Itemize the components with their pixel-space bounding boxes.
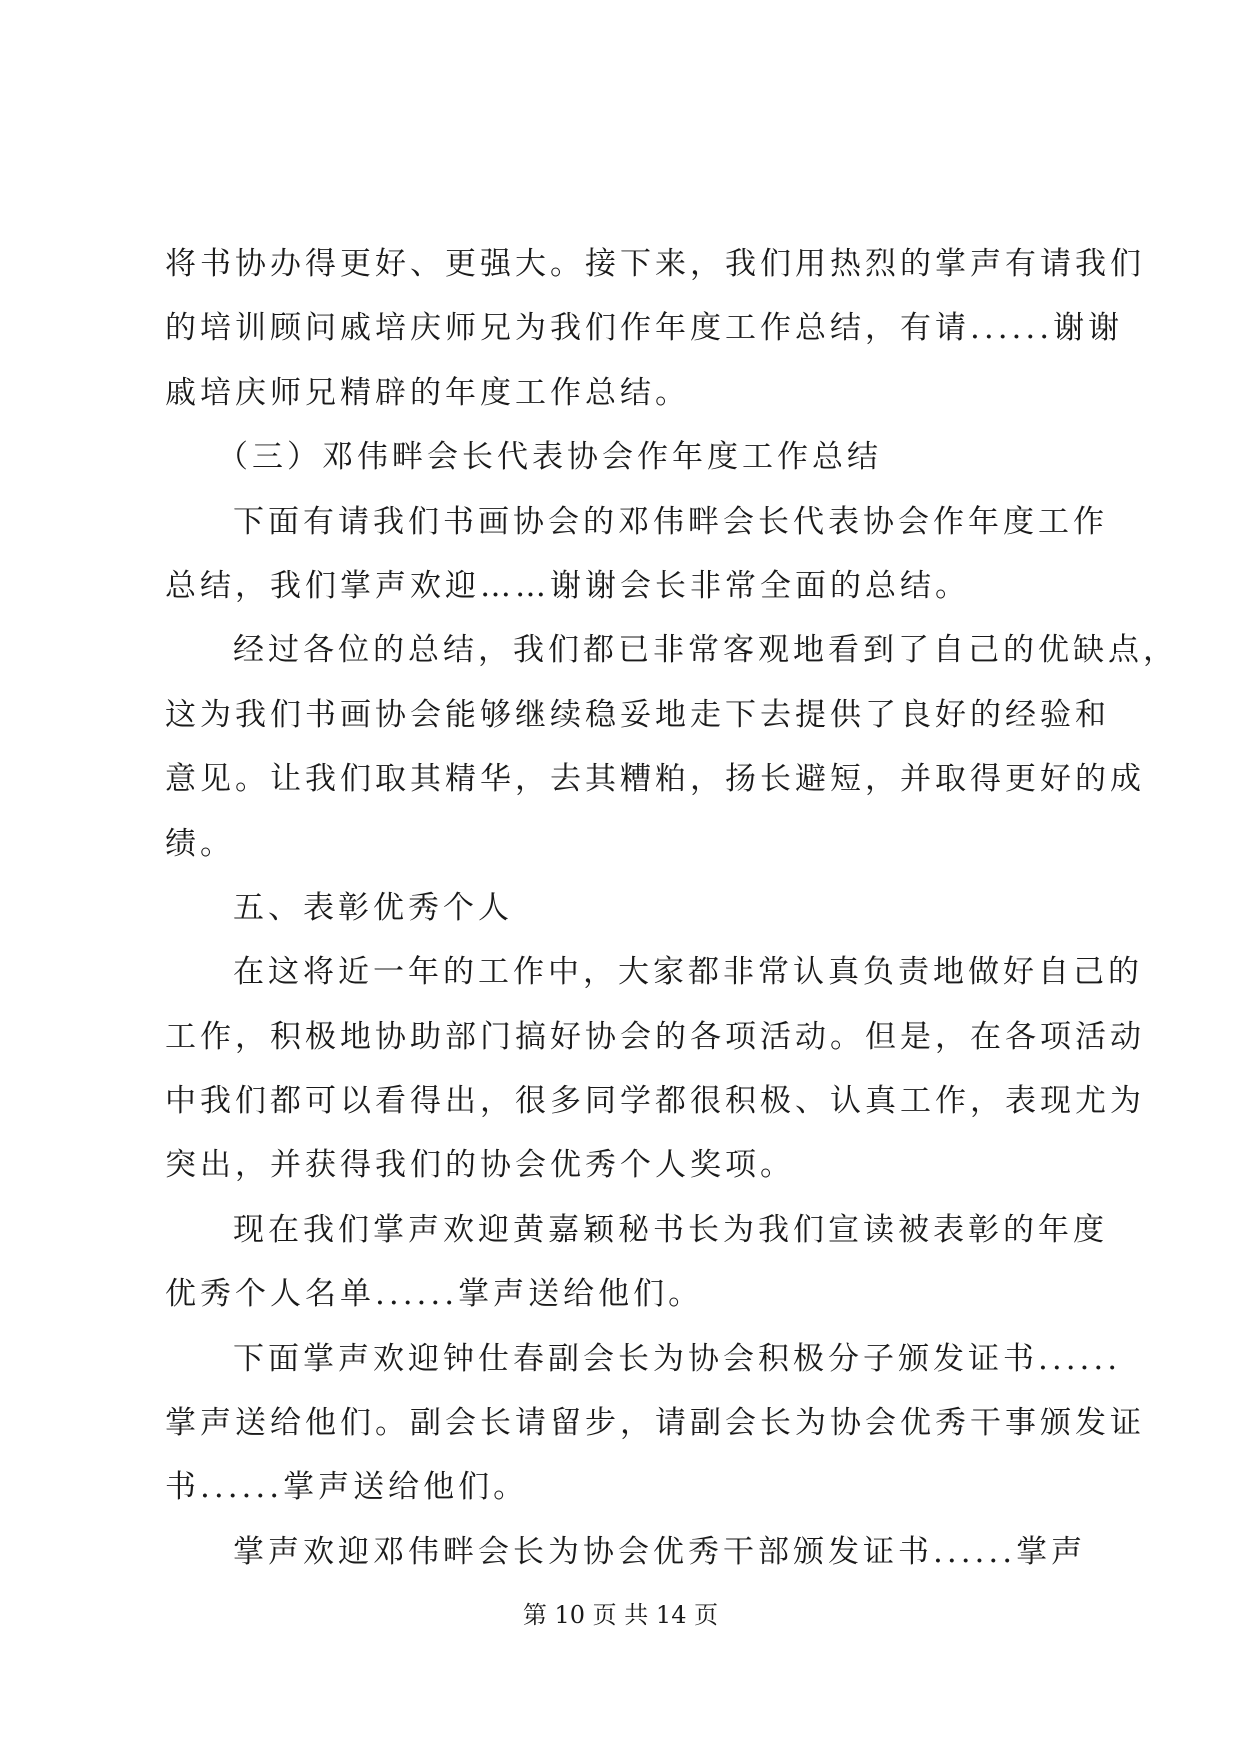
paragraph-line: 这为我们书画协会能够继续稳妥地走下去提供了良好的经验和 <box>165 696 1110 733</box>
paragraph-line: 的培训顾问戚培庆师兄为我们作年度工作总结，有请......谢谢 <box>165 310 1124 347</box>
paragraph-line: 工作，积极地协助部门搞好协会的各项活动。但是，在各项活动 <box>165 1018 1145 1055</box>
paragraph-line: 意见。让我们取其精华，去其糟粕，扬长避短，并取得更好的成 <box>165 761 1145 798</box>
paragraph-line: 绩。 <box>165 825 235 862</box>
document-body <box>165 232 1178 1584</box>
paragraph-line: 中我们都可以看得出，很多同学都很积极、认真工作，表现尤为 <box>165 1083 1145 1120</box>
section-heading: 五、表彰优秀个人 <box>233 889 513 926</box>
paragraph-line: 掌声欢迎邓伟畔会长为协会优秀干部颁发证书......掌声 <box>233 1533 1087 1570</box>
paragraph-line: 现在我们掌声欢迎黄嘉颖秘书长为我们宣读被表彰的年度 <box>233 1211 1108 1248</box>
paragraph-line: 在这将近一年的工作中，大家都非常认真负责地做好自己的 <box>233 954 1143 991</box>
paragraph-line: 将书协办得更好、更强大。接下来，我们用热烈的掌声有请我们 <box>165 246 1145 282</box>
paragraph-line: 下面有请我们书画协会的邓伟畔会长代表协会作年度工作 <box>233 503 1108 540</box>
paragraph-line: 优秀个人名单......掌声送给他们。 <box>165 1276 704 1313</box>
paragraph-line: 书......掌声送给他们。 <box>165 1469 529 1506</box>
paragraph-line: 经过各位的总结，我们都已非常客观地看到了自己的优缺点， <box>233 632 1178 669</box>
paragraph-line: 下面掌声欢迎钟仕春副会长为协会积极分子颁发证书...... <box>233 1340 1122 1377</box>
page-number-footer: 第 10 页 共 14 页 <box>522 1601 719 1629</box>
paragraph-line: 总结，我们掌声欢迎……谢谢会长非常全面的总结。 <box>165 567 970 604</box>
paragraph-line: 掌声送给他们。副会长请留步，请副会长为协会优秀干事颁发证 <box>165 1405 1145 1442</box>
paragraph-line: 戚培庆师兄精辟的年度工作总结。 <box>165 374 690 411</box>
paragraph-line: 突出，并获得我们的协会优秀个人奖项。 <box>165 1147 795 1184</box>
section-heading: （三）邓伟畔会长代表协会作年度工作总结 <box>217 439 882 476</box>
